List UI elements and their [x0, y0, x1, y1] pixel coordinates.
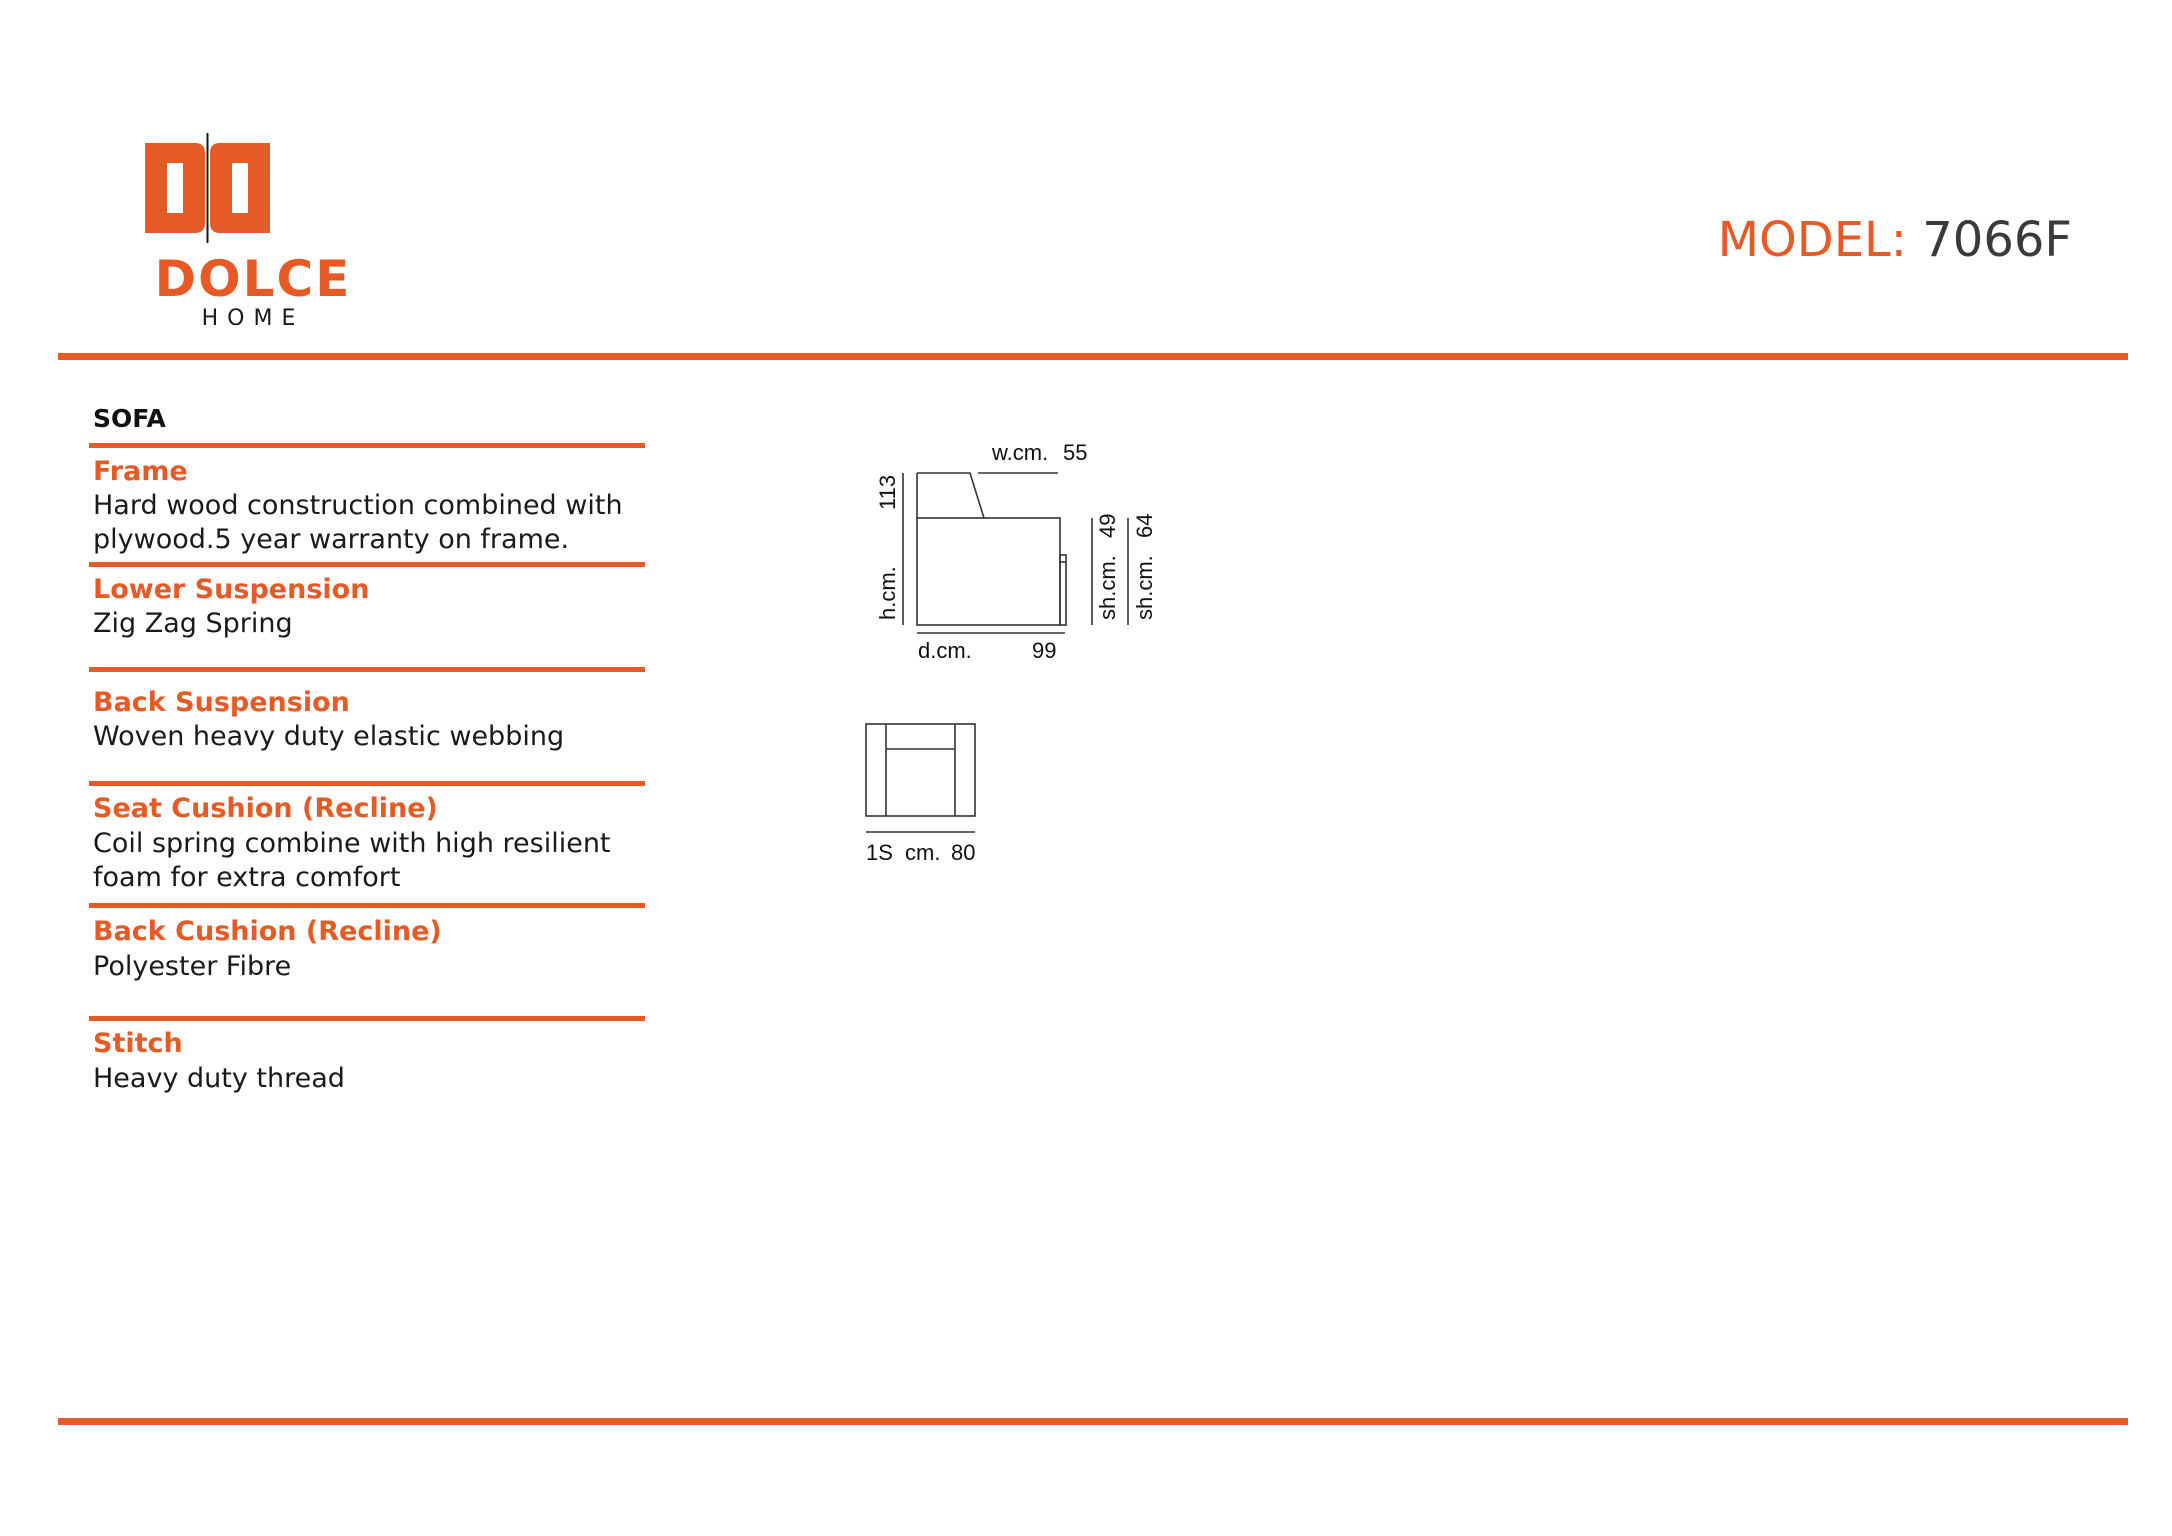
- spec-body-frame: Hard wood construction combined with plywood.5 year warranty on frame.: [93, 490, 623, 555]
- height-value: 113: [875, 474, 900, 510]
- spec-divider: [89, 1016, 645, 1021]
- seat-height-label-1: sh.cm.: [1095, 555, 1120, 620]
- top-view-drawing: [860, 715, 1000, 875]
- spec-heading-lower-suspension: Lower Suspension: [93, 574, 370, 605]
- section-title: SOFA: [93, 404, 166, 433]
- spec-heading-stitch: Stitch: [93, 1028, 183, 1059]
- spec-divider: [89, 443, 645, 448]
- width-value: 55: [1063, 440, 1088, 465]
- model-heading: [1718, 212, 2072, 268]
- header-divider: [58, 353, 2128, 360]
- spec-divider: [89, 903, 645, 908]
- spec-heading-frame: Frame: [93, 456, 188, 487]
- brand-subtitle: HOME: [201, 306, 305, 331]
- footer-divider: [58, 1418, 2128, 1425]
- depth-label: d.cm.: [918, 638, 972, 663]
- top-view-label: cm.: [905, 840, 941, 865]
- spec-body-seat-cushion: Coil spring combine with high resilient foam for extra comfort: [93, 828, 611, 893]
- seat-height-value-2: 64: [1132, 513, 1157, 538]
- spec-heading-seat-cushion: Seat Cushion (Recline): [93, 793, 438, 824]
- top-view-code: 1S: [866, 840, 893, 865]
- top-view-value: 80: [951, 840, 976, 865]
- spec-body-back-cushion: Polyester Fibre: [93, 951, 292, 982]
- seat-height-label-2: sh.cm.: [1132, 555, 1157, 620]
- spec-heading-back-suspension: Back Suspension: [93, 687, 350, 718]
- spec-body-back-suspension: Woven heavy duty elastic webbing: [93, 721, 565, 752]
- model-label: MODEL:: [1717, 212, 1907, 268]
- depth-value: 99: [1032, 638, 1057, 663]
- side-view-drawing: [860, 430, 1180, 670]
- spec-heading-back-cushion: Back Cushion (Recline): [93, 916, 442, 947]
- seat-height-value-1: 49: [1095, 513, 1120, 538]
- spec-divider: [89, 562, 645, 567]
- spec-divider: [89, 781, 645, 786]
- model-value: 7066F: [1922, 212, 2072, 268]
- spec-body-stitch: Heavy duty thread: [93, 1063, 345, 1094]
- spec-body-lower-suspension: Zig Zag Spring: [93, 608, 293, 639]
- height-label: h.cm.: [875, 566, 900, 620]
- brand-name: DOLCE: [154, 250, 352, 308]
- spec-divider: [89, 667, 645, 672]
- width-label: w.cm.: [992, 440, 1049, 465]
